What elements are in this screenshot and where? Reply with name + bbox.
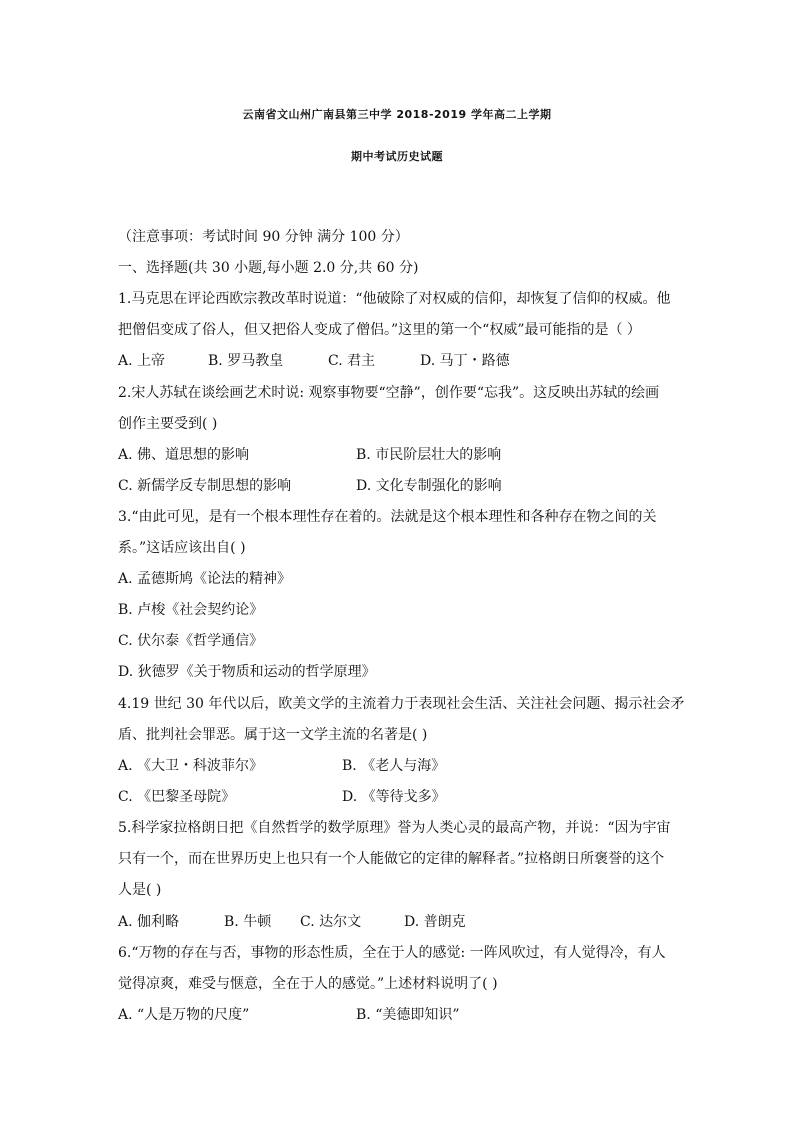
question-5-option-a: A. 伽利略 [118, 914, 180, 930]
exam-title-line1: 云南省文山州广南县第三中学 2018-2019 学年高二上学期 [242, 108, 552, 121]
question-3-option-b: B. 卢梭《社会契约论》 [118, 602, 264, 618]
question-1-line-2: 把僧侣变成了俗人，但又把俗人变成了僧侣。”这里的第一个“权威”最可能指的是（ ） [118, 322, 641, 338]
question-4-line-2: 盾、批判社会罪恶。属于这一文学主流的名著是( ) [118, 727, 428, 743]
exam-notice: （注意事项：考试时间 90 分钟 满分 100 分） [118, 229, 409, 245]
question-4-option-d: D. 《等待戈多》 [342, 789, 446, 805]
question-5-option-d: D. 普朗克 [404, 914, 466, 930]
question-2-option-d: D. 文化专制强化的影响 [356, 478, 502, 494]
question-4-line-1: 4.19 世纪 30 年代以后，欧美文学的主流着力于表现社会生活、关注社会问题、揭示社会矛 [118, 696, 685, 712]
question-1-option-d: D. 马丁・路德 [420, 353, 510, 369]
question-3-line-1: 3.“由此可见，是有一个根本理性存在着的。法就是这个根本理性和各种存在物之间的关 [118, 509, 657, 525]
question-6-option-b: B. “美德即知识” [356, 1007, 460, 1023]
question-6-line-1: 6.“万物的存在与否，事物的形态性质，全在于人的感觉: 一阵风吹过，有人觉得冷，有人 [118, 945, 666, 961]
question-5-line-3: 人是( ) [118, 882, 162, 898]
question-3-line-2: 系。”这话应该出自( ) [118, 540, 246, 556]
question-2-option-a: A. 佛、道思想的影响 [118, 447, 250, 463]
question-6-option-a: A. “人是万物的尺度” [118, 1007, 250, 1023]
question-4-option-a: A. 《大卫・科波菲尔》 [118, 758, 264, 774]
question-3-option-c: C. 伏尔泰《哲学通信》 [118, 633, 264, 649]
exam-title-line2: 期中考试历史试题 [351, 150, 443, 163]
question-3-option-a: A. 孟德斯鸠《论法的精神》 [118, 571, 292, 587]
section-heading: 一、选择题(共 30 小题,每小题 2.0 分,共 60 分) [118, 260, 419, 276]
question-5-option-b: B. 牛顿 [224, 914, 272, 930]
question-1-line-1: 1.马克思在评论西欧宗教改革时说道：“他破除了对权威的信仰，却恢复了信仰的权威。他 [118, 291, 671, 307]
question-4-option-b: B. 《老人与海》 [342, 758, 446, 774]
question-2-option-b: B. 市民阶层壮大的影响 [356, 447, 502, 463]
question-5-line-2: 只有一个，而在世界历史上也只有一个人能做它的定律的解释者。”拉格朗日所褒誉的这个 [118, 851, 665, 867]
question-5-line-1: 5.科学家拉格朗日把《自然哲学的数学原理》誉为人类心灵的最高产物，并说：“因为宇宙 [118, 820, 671, 836]
question-1-option-c: C. 君主 [328, 353, 376, 369]
question-1-option-a: A. 上帝 [118, 353, 166, 369]
question-2-line-2: 创作主要受到( ) [118, 416, 218, 432]
question-6-line-2: 觉得凉爽，难受与惬意，全在于人的感觉。”上述材料说明了( ) [118, 976, 498, 992]
question-2-option-c: C. 新儒学反专制思想的影响 [118, 478, 292, 494]
question-3-option-d: D. 狄德罗《关于物质和运动的哲学原理》 [118, 664, 376, 680]
question-5-option-c: C. 达尔文 [300, 914, 362, 930]
question-2-line-1: 2.宋人苏轼在谈绘画艺术时说: 观察事物要“空静”，创作要“忘我”。这反映出苏轼的绘画 [118, 385, 660, 401]
question-4-option-c: C. 《巴黎圣母院》 [118, 789, 236, 805]
question-1-option-b: B. 罗马教皇 [208, 353, 284, 369]
